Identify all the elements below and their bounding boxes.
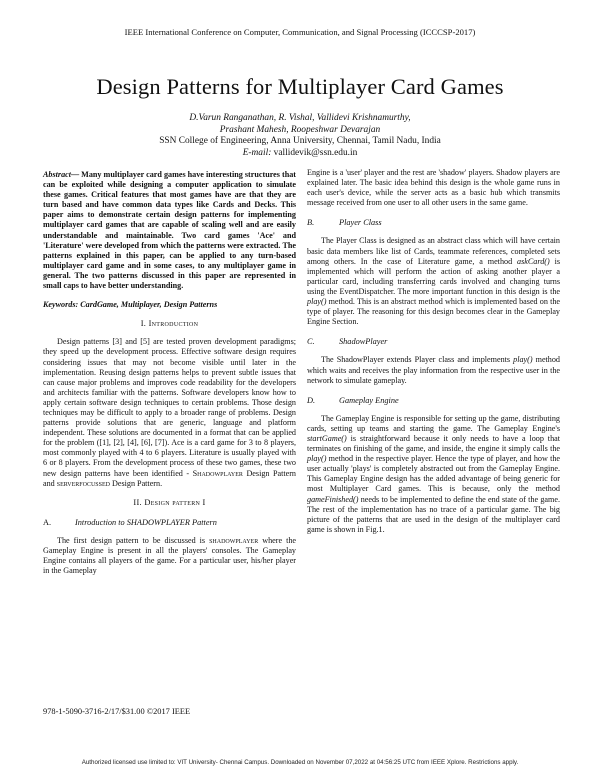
gameplay-play-method: play()	[307, 454, 327, 464]
intro-serverfocussed: serverfocussed	[56, 478, 110, 488]
section-heading-design-pattern-1	[43, 498, 296, 508]
gamefinished-method: gameFinished()	[307, 494, 359, 504]
subsection-a-paragraph	[43, 536, 296, 576]
intro-mid: Design Pattern and	[43, 468, 296, 488]
shadowplayer-play-method: play()	[513, 355, 533, 365]
gameplay-text-3: method in the respective player. Hence the type of player, and how the user actually 'plays' is completely abstracted out from the Gameplay Engine. This Gameplay Engine design has the added advantage of being generic for most Multiplayer Card games. This is because, only the method	[307, 454, 560, 494]
subsection-c-number: C.	[307, 337, 315, 347]
right-column	[307, 168, 560, 535]
subsection-a-heading	[43, 518, 296, 528]
continued-paragraph: Engine is a 'user' player and the rest are 'shadow' players. Shadow players are explained later. The basic idea behind this design is the whole game runs in each user's device, while the server acts as a basic hub which transmits message received from one user to all other users in the same game.	[307, 168, 560, 208]
gameplay-text-4: needs to be implemented to define the end state of the game. The rest of the implementation has no trace of a particular game. The big picture of the patterns that are used in the design of the multiplayer card game is shown in Fig.1.	[307, 494, 560, 534]
subsection-a-text-rest: where the Gameplay Engine is present in all the players' consoles. The Gameplay Engine contains all players of the game. For a particular user, his/her player in the Gameplay	[43, 535, 297, 576]
subsection-c-title: ShadowPlayer	[339, 337, 388, 347]
subsection-b-paragraph	[307, 236, 560, 327]
left-column	[43, 170, 296, 576]
author-names-line1: D.Varun Ranganathan, R. Vishal, Vallidevi Krishnamurthy,	[189, 113, 411, 123]
subsection-c-paragraph	[307, 355, 560, 385]
abstract-label: Abstract	[43, 170, 71, 179]
subsection-a-text-start: The first design pattern to be discussed is	[57, 535, 210, 545]
subsection-a-title: Introduction to SHADOWPLAYER Pattern	[75, 517, 217, 527]
section-1-title: I. Introduction	[140, 319, 199, 329]
section-heading-introduction	[43, 319, 296, 329]
paper-title: Design Patterns for Multiplayer Card Games	[96, 74, 504, 99]
subsection-d-title: Gameplay Engine	[339, 395, 399, 405]
subsection-a-number: A.	[43, 517, 52, 527]
shadowplayer-text-2: method which waits and receives the play information from the respective user in the network to simulate gameplay.	[307, 355, 560, 385]
intro-shadowplayer: Shadowplayer	[192, 468, 243, 478]
startgame-method: startGame()	[307, 433, 347, 443]
player-class-text-2: is implemented which will perform the action of asking another player a particular card, including transferring cards involved and changing turns using the EventDispatcher. The more important function in this design is the	[307, 256, 561, 296]
intro-end: Design Pattern.	[109, 478, 163, 488]
subsection-b-title: Player Class	[339, 218, 382, 228]
keywords: Keywords: CardGame, Multiplayer, Design Patterns	[43, 300, 218, 310]
license-notice: Authorized licensed use limited to: VIT University- Chennai Campus. Downloaded on November 07,2022 at 04:56:25 UTC from IEEE Xplore. Restrictions apply.	[81, 759, 519, 766]
subsection-d-paragraph	[307, 414, 560, 535]
author-block	[0, 113, 600, 159]
subsection-d-number: D.	[307, 395, 316, 405]
gameplay-text-1: The Gameplay Engine is responsible for setting up the game, distributing cards, setting up teams and starting the game. The Gameplay Engine's	[307, 413, 560, 433]
subsection-b-number: B.	[307, 218, 315, 228]
affiliation: SSN College of Engineering, Anna University, Chennai, Tamil Nadu, India	[159, 136, 441, 147]
subsection-c-heading	[307, 337, 560, 347]
author-names-line2: Prashant Mahesh, Roopeshwar Devarajan	[219, 124, 381, 135]
askcard-method: askCard()	[517, 256, 550, 266]
abstract	[43, 170, 296, 291]
shadowplayer-text-1: The ShadowPlayer extends Player class and implements	[321, 355, 514, 365]
abstract-text: — Many multiplayer card games have interesting structures that can be exploited while designing a computer application to simulate these games. Critical features that most games have are that they are turn based and have common data types like Cards and Decks. This paper aims to demonstrate certain design patterns for implementing multiplayer card games that are capable of scaling well and are easily understandable and maintainable. Two card games 'Ace' and 'Literature' were developed from which the patterns were extracted. The patterns explained in this paper, can be applied to any turn-based multiplayer card game and in some cases, to any multiplayer game in general. The two patterns discussed in this paper are represented in small caps to have better understanding.	[43, 170, 296, 291]
subsection-d-heading	[307, 396, 560, 406]
subsection-b-heading	[307, 218, 560, 228]
isbn-footer: 978-1-5090-3716-2/17/$31.00 ©2017 IEEE	[43, 707, 191, 716]
player-class-text-1: The Player Class is designed as an abstract class which will have certain basic data members like list of Cards, teammate references, completed sets among others. In the case of Literature game, a method	[307, 236, 560, 266]
email-label: E-mail:	[242, 147, 272, 158]
player-class-text-3: method. This is an abstract method which is implemented based on the type of player. The reasoning for this design becomes clear in the Gameplay Engine Section.	[307, 297, 560, 327]
conference-header: IEEE International Conference on Computer, Communication, and Signal Processing (ICCCSP-2017)	[124, 27, 476, 37]
gameplay-text-2: is straightforward because it only needs to have a loop that terminates on finishing of the game, and inside, the engine it simply calls the	[307, 433, 560, 454]
play-method: play()	[307, 297, 327, 307]
subsection-a-shadowplayer: shadowplayer	[209, 535, 259, 545]
email-address: vallidevik@ssn.edu.in	[271, 147, 358, 158]
intro-paragraph	[43, 337, 296, 488]
section-2-title: II. Design pattern I	[133, 497, 206, 507]
email-line	[0, 148, 600, 160]
intro-text: Design patterns [3] and [5] are tested proven development paradigms; they speed up the development process. Effective software design requires considering issues that may not become visible until later in the implementation. Reusing design patterns helps to prevent subtle issues that can cause major problems and improves code readability for the developers and architects familiar with the patterns. Software developers know how to apply certain software design techniques to certain problems. Those design techniques may be difficult to apply to a broader range of problems. Design patterns provide solutions that are generic, language and platform independent. These solutions are documented in a format that can be applied for the problem ([1], [2], [4], [6], [7]). Ace is a card game for 3 to 8 players, most commonly played with 4 to 6 players. Literature is usually played with 6 or 8 players. From the development process of these two games, these two new design patterns have been identified -	[43, 337, 296, 478]
